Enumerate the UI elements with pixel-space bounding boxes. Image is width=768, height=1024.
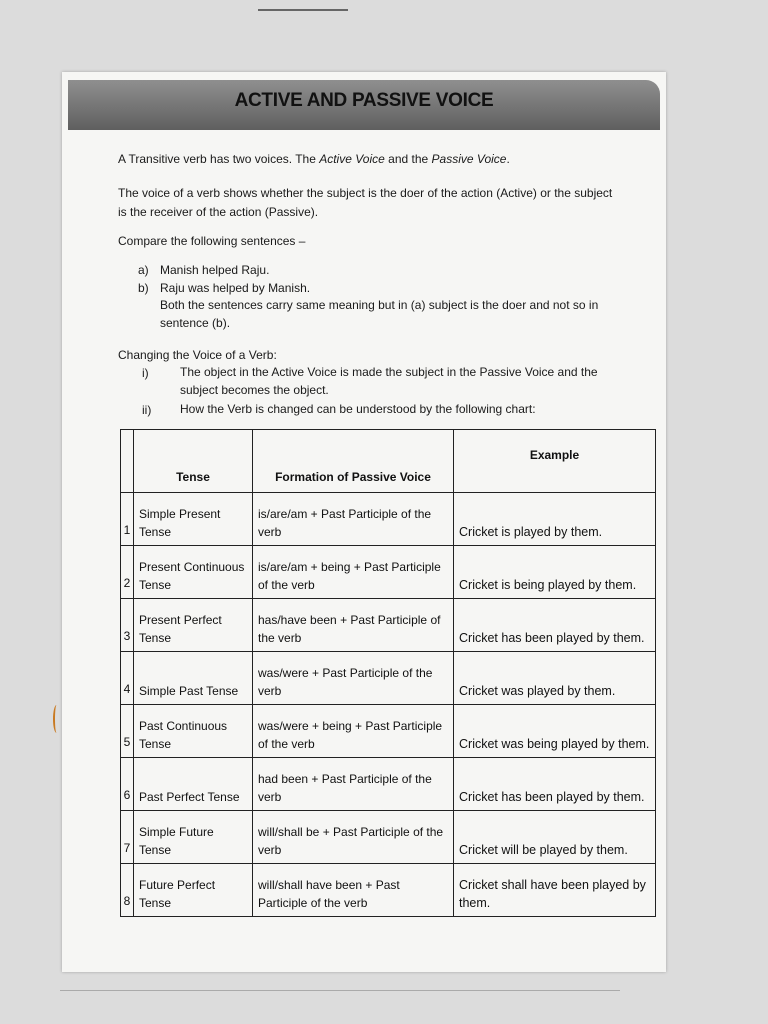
row-number: 4 xyxy=(121,652,134,705)
row-example: Cricket is played by them. xyxy=(454,493,656,546)
header-tense: Tense xyxy=(134,430,253,493)
row-number: 6 xyxy=(121,758,134,811)
definition-paragraph xyxy=(118,184,612,222)
row-formation: is/are/am + being + Past Participle of the verb xyxy=(253,546,454,599)
row-number: 8 xyxy=(121,864,134,917)
intro-middle: and the xyxy=(384,152,432,166)
table-row xyxy=(121,546,656,599)
table-row xyxy=(121,864,656,917)
compare-heading: Compare the following sentences – xyxy=(118,234,306,248)
row-example: Cricket has been played by them. xyxy=(454,758,656,811)
title-banner xyxy=(68,80,660,130)
row-number: 2 xyxy=(121,546,134,599)
row-example: Cricket will be played by them. xyxy=(454,811,656,864)
row-number: 7 xyxy=(121,811,134,864)
row-tense: Simple Present Tense xyxy=(134,493,253,546)
row-example: Cricket has been played by them. xyxy=(454,599,656,652)
row-formation: will/shall be + Past Participle of the verb xyxy=(253,811,454,864)
margin-mark xyxy=(53,705,60,733)
header-number xyxy=(121,430,134,493)
rule-2-marker: ii) xyxy=(142,403,152,417)
row-formation: is/are/am + Past Participle of the verb xyxy=(253,493,454,546)
example-b-marker: b) xyxy=(138,281,149,295)
intro-passive-term: Passive Voice xyxy=(431,152,507,166)
table-row xyxy=(121,705,656,758)
row-example: Cricket was being played by them. xyxy=(454,705,656,758)
intro-paragraph xyxy=(118,150,510,169)
row-tense: Present Continuous Tense xyxy=(134,546,253,599)
row-tense: Present Perfect Tense xyxy=(134,599,253,652)
scan-stray-line xyxy=(258,9,348,11)
changing-heading: Changing the Voice of a Verb: xyxy=(118,348,277,362)
definition-line-2: is the receiver of the action (Passive). xyxy=(118,205,319,219)
comparison-note xyxy=(160,296,660,332)
table-row xyxy=(121,493,656,546)
table-row xyxy=(121,758,656,811)
row-number: 1 xyxy=(121,493,134,546)
row-example: Cricket shall have been played by them. xyxy=(454,864,656,917)
row-number: 3 xyxy=(121,599,134,652)
row-number: 5 xyxy=(121,705,134,758)
row-formation: was/were + being + Past Participle of the verb xyxy=(253,705,454,758)
example-a-text: Manish helped Raju. xyxy=(160,263,270,277)
row-tense: Simple Future Tense xyxy=(134,811,253,864)
rule-1-line-1: The object in the Active Voice is made the subject in the Passive Voice and the xyxy=(180,365,598,379)
header-example: Example xyxy=(454,430,656,493)
rule-1-line-2: subject becomes the object. xyxy=(180,383,329,397)
comparison-note-line-2: sentence (b). xyxy=(160,316,231,330)
row-example: Cricket was played by them. xyxy=(454,652,656,705)
definition-line-1: The voice of a verb shows whether the subject is the doer of the action (Active) or the subject xyxy=(118,186,613,200)
row-formation: had been + Past Participle of the verb xyxy=(253,758,454,811)
table-row xyxy=(121,811,656,864)
page-title: ACTIVE AND PASSIVE VOICE xyxy=(234,90,494,111)
header-formation: Formation of Passive Voice xyxy=(253,430,454,493)
intro-prefix: A Transitive verb has two voices. The xyxy=(118,152,320,166)
passive-voice-table xyxy=(120,429,656,917)
row-tense: Future Perfect Tense xyxy=(134,864,253,917)
row-example: Cricket is being played by them. xyxy=(454,546,656,599)
example-b-text: Raju was helped by Manish. xyxy=(160,281,311,295)
intro-active-term: Active Voice xyxy=(319,152,385,166)
rule-2-text: How the Verb is changed can be understood by the following chart: xyxy=(180,402,536,416)
row-formation: will/shall have been + Past Participle of the verb xyxy=(253,864,454,917)
intro-suffix: . xyxy=(506,152,510,166)
row-tense: Past Perfect Tense xyxy=(134,758,253,811)
row-tense: Simple Past Tense xyxy=(134,652,253,705)
rule-1-text xyxy=(180,363,660,399)
row-formation: was/were + Past Participle of the verb xyxy=(253,652,454,705)
example-a-marker: a) xyxy=(138,263,149,277)
table-row xyxy=(121,652,656,705)
document-page xyxy=(62,72,666,972)
table-header-row xyxy=(121,430,656,493)
row-formation: has/have been + Past Participle of the verb xyxy=(253,599,454,652)
comparison-note-line-1: Both the sentences carry same meaning but in (a) subject is the doer and not so in xyxy=(160,298,599,312)
row-tense: Past Continuous Tense xyxy=(134,705,253,758)
table-row xyxy=(121,599,656,652)
rule-1-marker: i) xyxy=(142,366,149,380)
scan-bottom-line xyxy=(60,990,620,991)
